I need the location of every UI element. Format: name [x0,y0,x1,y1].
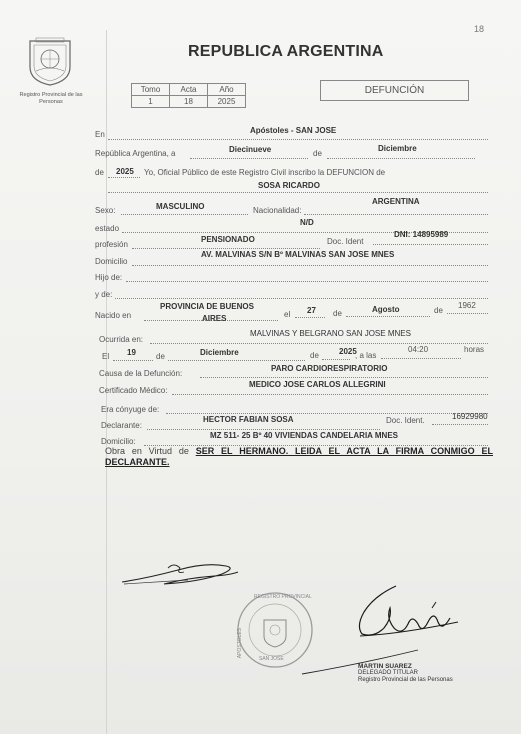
registry-name: Registro Provincial de las Personas [19,92,83,105]
declarant-signature [118,556,242,590]
birth-de-label: de [333,309,342,318]
decl-doc-label: Doc. Ident. [386,416,425,425]
nacionalidad-label: Nacionalidad: [253,206,302,215]
day-value: Diecinueve [229,145,272,154]
dotted-line [113,360,153,361]
nacido-value-line1: PROVINCIA DE BUENOS [160,302,254,311]
de2-label: de [95,168,104,177]
obra-paragraph [105,446,493,468]
header-anio: Año [208,84,246,96]
decl-dom-value: MZ 511- 25 Bº 40 VIVIENDAS CANDELARIA MNES [210,431,398,440]
month-value: Diciembre [378,144,417,153]
death-day: 19 [127,348,136,357]
margin-divider [106,30,107,734]
conyuge-label: Era cónyuge de: [101,405,160,414]
dotted-line [168,360,305,361]
dotted-line [108,192,488,193]
death-de2-label: de [310,351,319,360]
ocurrida-label: Ocurrida en: [99,335,144,344]
birth-de2-label: de [434,306,443,315]
profesion-value: PENSIONADO [201,235,255,244]
deceased-name: SOSA RICARDO [258,181,320,190]
dotted-line [132,265,488,266]
dotted-line [108,177,140,178]
death-year: 2025 [339,347,357,356]
birth-year: 1962 [458,301,476,310]
stamp-text-top: REGISTRO PROVINCIAL [254,594,312,600]
value-tomo: 1 [132,96,170,108]
oficial-text: Yo, Oficial Público de este Registro Civil inscribo la DEFUNCION de [144,168,386,177]
dotted-line [346,316,430,317]
certificado-label: Certificado Médico: [99,386,168,395]
horas-label: horas [464,345,485,354]
signer-name: MARTIN SUAREZ [358,663,412,670]
declarante-value: HECTOR FABIAN SOSA [203,415,294,424]
dotted-line [447,313,488,314]
dotted-line [150,343,488,344]
nacionalidad-value: ARGENTINA [372,197,420,206]
header-acta: Acta [170,84,208,96]
dotted-line [200,377,488,378]
dotted-line [295,317,325,318]
dotted-line [190,158,308,159]
estado-label: estado [95,224,120,233]
dotted-line [115,298,488,299]
domicilio-value: AV. MALVINAS S/N Bº MALVINAS SAN JOSE MNES [201,250,395,259]
year-value: 2025 [116,167,134,176]
stamp-text-bottom: SAN JOSE [259,656,284,662]
domicilio-label: Domicilio [95,257,128,266]
document-title: REPUBLICA ARGENTINA [188,43,384,60]
republica-label: República Argentina, a [95,149,176,158]
nacido-value-line2: AIRES [202,314,227,323]
dotted-line [126,281,488,282]
sexo-label: Sexo: [95,206,116,215]
dotted-line [327,158,475,159]
profesion-label: profesión [95,240,128,249]
decl-dom-label: Domicilio: [101,437,136,446]
dotted-line [108,139,488,140]
act-type-box: DEFUNCIÓN [320,80,469,101]
causa-label: Causa de la Defunción: [99,369,183,378]
dotted-line [166,413,488,414]
death-time: 04:20 [408,345,429,354]
death-month: Diciembre [200,348,239,357]
signer-role: DELEGADO TITULAR [358,670,418,676]
dotted-line [304,214,488,215]
page-number: 18 [474,24,485,34]
doc-ident-label: Doc. Ident [327,237,364,246]
signer-office: Registro Provincial de las Personas [358,677,453,683]
dotted-line [322,359,350,360]
value-anio: 2025 [208,96,246,108]
ocurrida-value: MALVINAS Y BELGRANO SAN JOSE MNES [250,329,411,338]
obra-label: Obra en Virtud de [105,446,189,456]
stamp-text-left: APOSTOLES [237,628,243,659]
dotted-line [172,394,488,395]
volume-table [131,83,246,108]
estado-value: N/D [300,218,314,227]
dotted-line [373,244,488,245]
declarante-label: Declarante: [101,421,142,430]
dotted-line [132,248,320,249]
sexo-value: MASCULINO [156,202,205,211]
de-label: de [313,149,322,158]
decl-doc-value: 16929980 [452,412,488,421]
place-value: Apóstoles - SAN JOSE [250,126,337,135]
dotted-line [121,214,248,215]
official-signature [300,578,462,676]
hijo-label: Hijo de: [95,273,123,282]
obra-value: SER EL HERMANO. LEIDA EL ACTA LA FIRMA CONMIGO EL DECLARANTE. [105,446,493,467]
nacido-label: Nacido en [95,311,132,320]
causa-value: PARO CARDIORESPIRATORIO [271,364,388,373]
dotted-line [381,358,461,359]
certificado-value: MEDICO JOSE CARLOS ALLEGRINI [249,380,386,389]
dotted-line [432,424,488,425]
birth-month: Agosto [372,305,400,314]
signer-block [358,663,453,684]
alas-label: , a las [355,351,377,360]
en-label: En [95,130,105,139]
doc-ident-value: DNI: 14895989 [394,230,449,239]
dotted-line [147,429,380,430]
el2-label: El [102,352,110,361]
birth-day: 27 [307,306,316,315]
y-de-label: y de: [95,290,113,299]
header-tomo: Tomo [132,84,170,96]
death-de-label: de [156,352,165,361]
provincial-seal-icon [26,35,74,87]
el-label: el [284,310,291,319]
value-acta: 18 [170,96,208,108]
